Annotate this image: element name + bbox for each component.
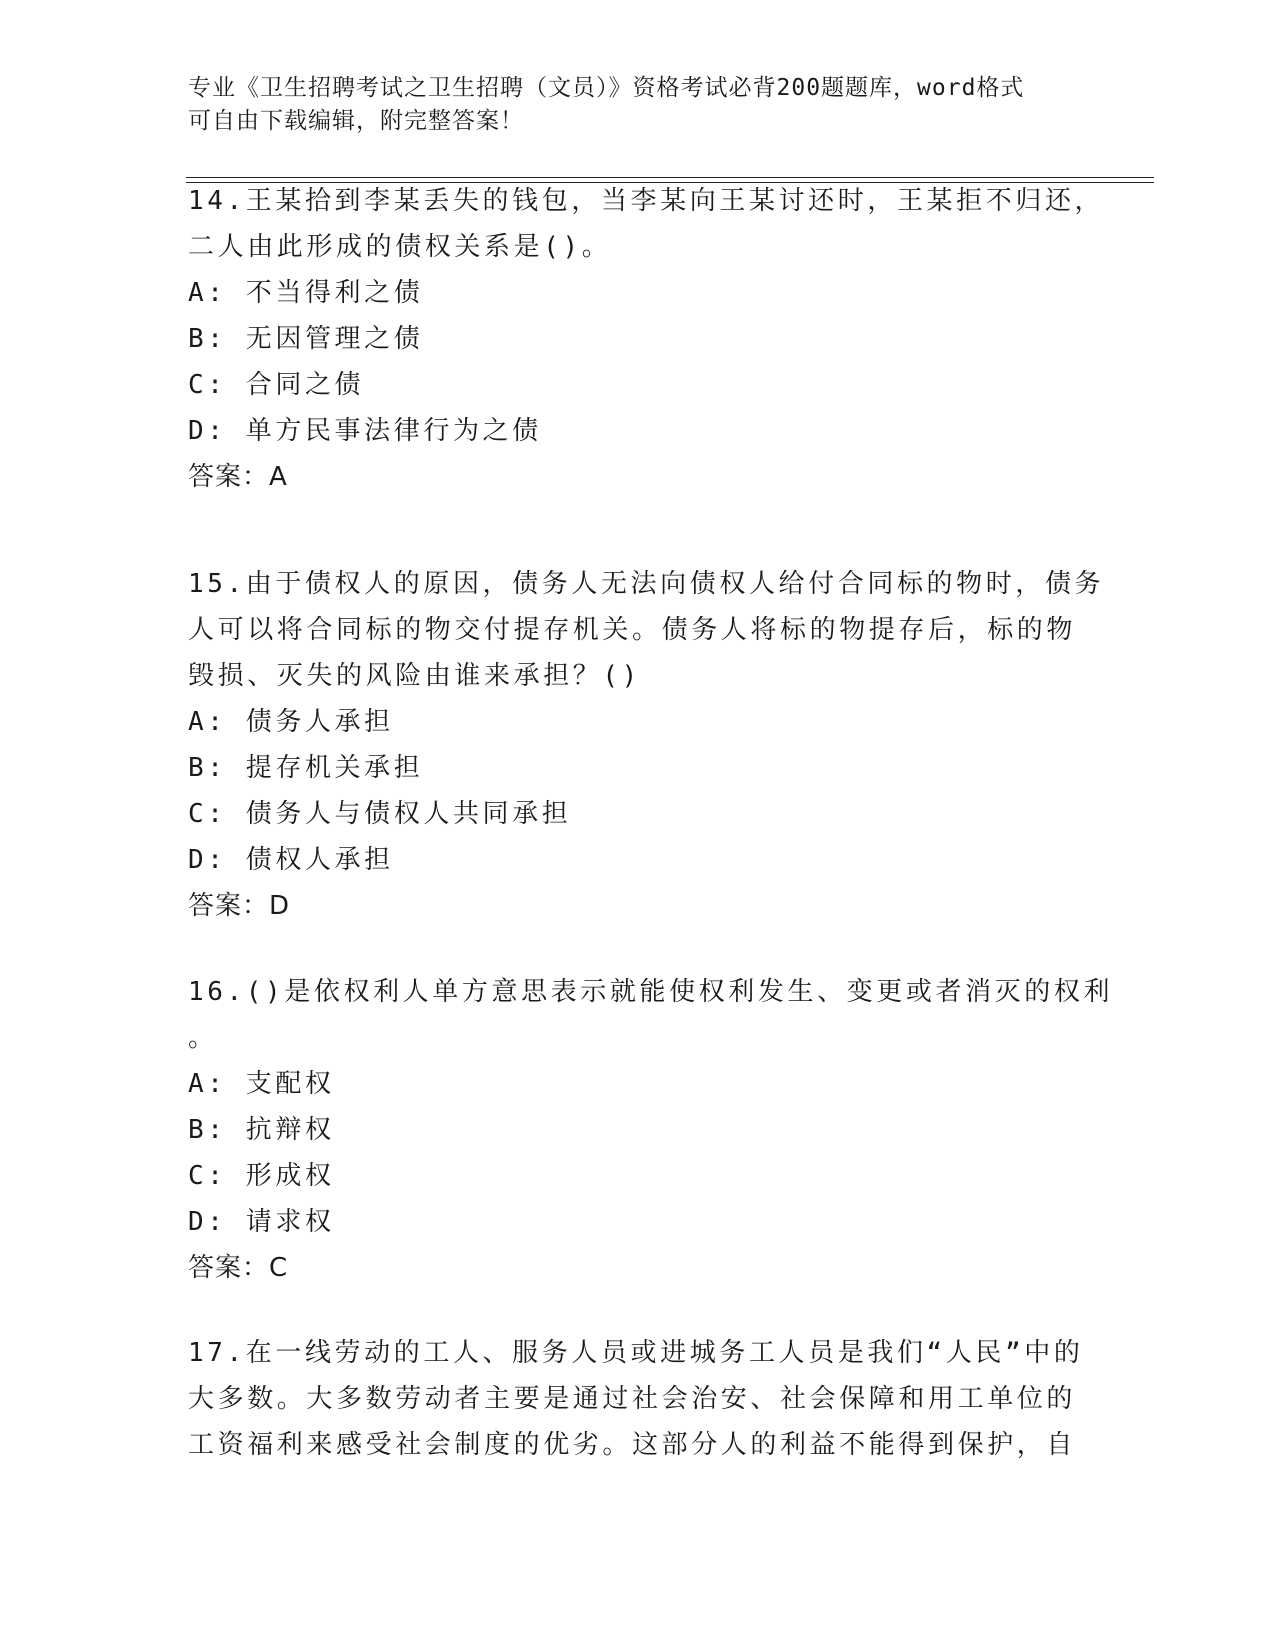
option-d: D: 单方民事法律行为之债 [188,416,542,446]
question-text-line: 二人由此形成的债权关系是()。 [188,232,612,262]
answer: 答案：A [188,462,288,492]
question-text-line: 。 [188,1023,218,1053]
question-text-line: 15.由于债权人的原因，债务人无法向债权人给付合同标的物时，债务 [188,569,1105,599]
question-text-line: 大多数。大多数劳动者主要是通过社会治安、社会保障和用工单位的 [188,1384,1077,1414]
answer: 答案：C [188,1253,289,1283]
question-text-line: 人可以将合同标的物交付提存机关。债务人将标的物提存后，标的物 [188,615,1077,645]
question-text-line: 16.()是依权利人单方意思表示就能使权利发生、变更或者消灭的权利 [188,977,1114,1007]
document-header [188,72,1068,138]
option-a: A: 债务人承担 [188,707,394,737]
option-a: A: 不当得利之债 [188,278,424,308]
option-b: B: 提存机关承担 [188,753,424,783]
option-c: C: 债务人与债权人共同承担 [188,799,572,829]
option-a: A: 支配权 [188,1069,335,1099]
option-b: B: 抗辩权 [188,1115,335,1145]
question-15 [188,561,1105,929]
question-text-line: 毁损、灭失的风险由谁来承担？() [188,661,641,691]
question-14 [188,178,1105,500]
question-16 [188,969,1114,1291]
question-text-line: 17.在一线劳动的工人、服务人员或进城务工人员是我们“人民”中的 [188,1338,1084,1368]
option-b: B: 无因管理之债 [188,324,424,354]
header-line-2: 可自由下载编辑，附完整答案！ [188,108,524,134]
option-d: D: 债权人承担 [188,845,394,875]
question-17 [188,1330,1084,1468]
option-d: D: 请求权 [188,1207,335,1237]
question-text-line: 14.王某拾到李某丢失的钱包，当李某向王某讨还时，王某拒不归还， [188,186,1105,216]
answer: 答案：D [188,891,291,921]
header-line-1: 专业《卫生招聘考试之卫生招聘（文员）》资格考试必背200题题库，word格式 [188,75,1025,101]
question-text-line: 工资福利来感受社会制度的优劣。这部分人的利益不能得到保护，自 [188,1430,1077,1460]
option-c: C: 合同之债 [188,370,365,400]
option-c: C: 形成权 [188,1161,335,1191]
